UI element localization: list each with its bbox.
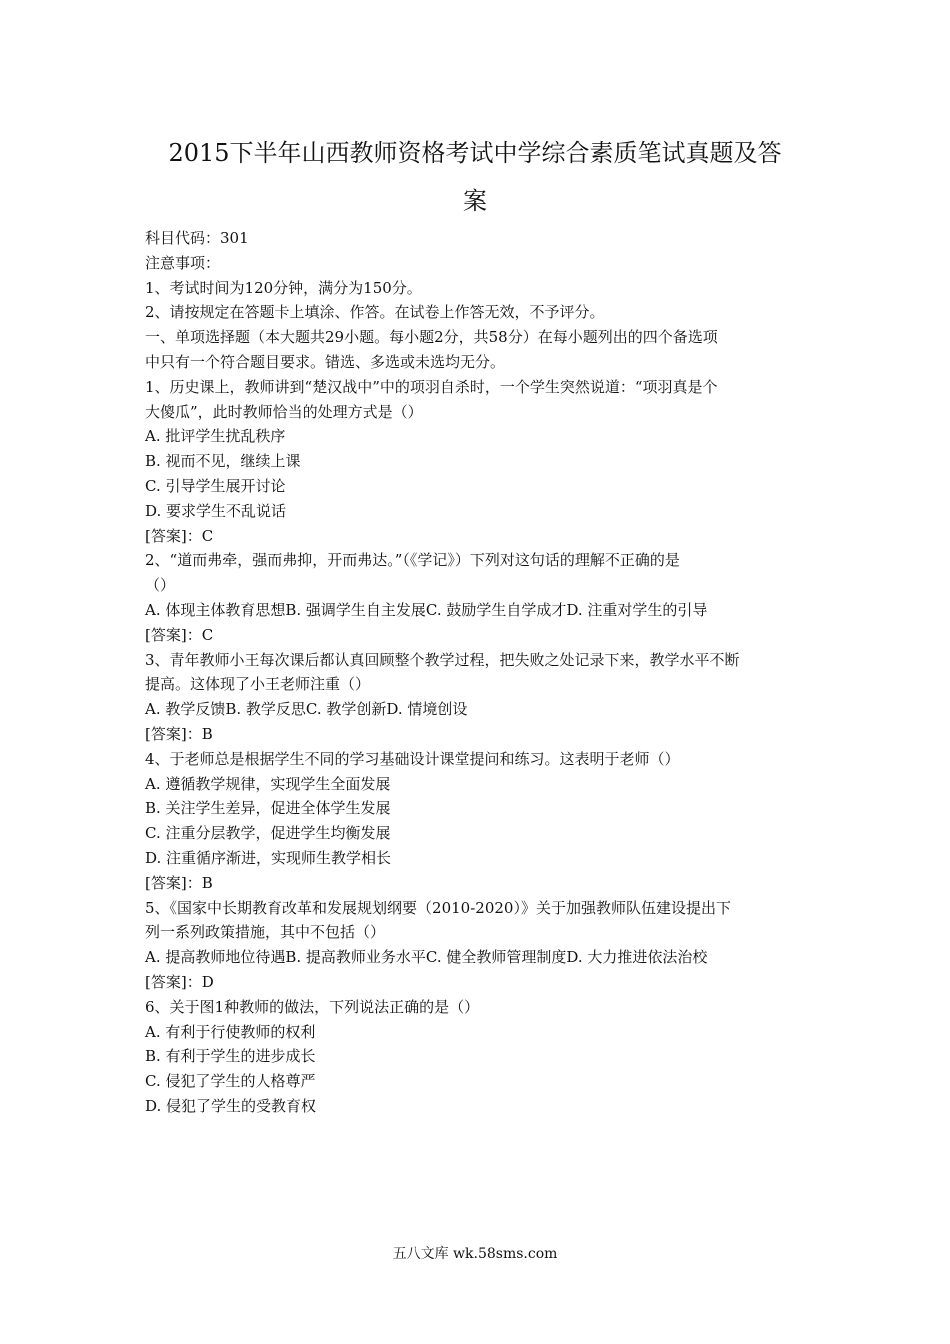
text-line: 一、单项选择题（本大题共29小题。每小题2分，共58分）在每小题列出的四个备选项: [145, 328, 718, 347]
text-line: 提高。这体现了小王老师注重（）: [145, 675, 371, 694]
text-line: A. 遵循教学规律，实现学生全面发展: [145, 774, 391, 793]
text-line: 2、“道而弗牵，强而弗抑，开而弗达。”（《学记》）下列对这句话的理解不正确的是: [145, 551, 680, 570]
text-line: 4、于老师总是根据学生不同的学习基础设计课堂提问和练习。这表明于老师（）: [145, 749, 680, 768]
text-line: D. 注重循序渐进，实现师生教学相长: [145, 848, 392, 867]
text-line: 注意事项：: [145, 253, 221, 272]
text-line: 6、关于图1种教师的做法，下列说法正确的是（）: [145, 997, 480, 1016]
page-footer: 五八文库 wk.58sms.com: [392, 1246, 558, 1262]
text-line: C. 注重分层教学，促进学生均衡发展: [145, 824, 391, 843]
text-line: D. 侵犯了学生的受教育权: [145, 1096, 317, 1115]
document-title-line-2: 案: [463, 187, 487, 215]
text-line: [答案]：B: [145, 724, 213, 743]
text-line: B. 关注学生差异，促进全体学生发展: [145, 799, 391, 818]
text-line: 中只有一个符合题目要求。错选、多选或未选均无分。: [145, 352, 506, 371]
text-line: 1、考试时间为120分钟，满分为150分。: [145, 278, 422, 297]
text-line: 5、《国家中长期教育改革和发展规划纲要（2010-2020）》关于加强教师队伍建设提出下: [145, 898, 731, 917]
document-body: [145, 226, 815, 1119]
text-line: A. 批评学生扰乱秩序: [145, 427, 286, 446]
text-line: B. 视而不见，继续上课: [145, 452, 301, 471]
text-line: 3、青年教师小王每次课后都认真回顾整个教学过程，把失败之处记录下来，教学水平不断: [145, 650, 740, 669]
text-line: D. 要求学生不乱说话: [145, 501, 287, 520]
text-line: [答案]：C: [145, 526, 214, 545]
document-title-line-1: 2015下半年山西教师资格考试中学综合素质笔试真题及答: [168, 139, 782, 167]
text-line: 1、历史课上，教师讲到“楚汉战中”中的项羽自杀时，一个学生突然说道：“项羽真是个: [145, 377, 718, 396]
text-line: [答案]：B: [145, 873, 213, 892]
text-line: 科目代码：301: [145, 229, 249, 247]
text-line: A. 提高教师地位待遇B. 提高教师业务水平C. 健全教师管理制度D. 大力推进依法治校: [145, 948, 708, 967]
text-line: A. 体现主体教育思想B. 强调学生自主发展C. 鼓励学生自学成才D. 注重对学生的引导: [145, 600, 708, 619]
text-line: A. 教学反馈B. 教学反思C. 教学创新D. 情境创设: [145, 700, 468, 719]
text-line: C. 引导学生展开讨论: [145, 476, 286, 495]
text-line: A. 有利于行使教师的权利: [145, 1022, 316, 1041]
text-line: C. 侵犯了学生的人格尊严: [145, 1072, 316, 1091]
text-line: （）: [145, 576, 176, 595]
text-line: 列一系列政策措施，其中不包括（）: [145, 923, 386, 942]
text-line: B. 有利于学生的进步成长: [145, 1047, 316, 1066]
text-line: [答案]：D: [145, 972, 214, 991]
text-line: 大傻瓜”，此时教师恰当的处理方式是（）: [145, 402, 423, 421]
text-line: 2、请按规定在答题卡上填涂、作答。在试卷上作答无效，不予评分。: [145, 303, 605, 322]
text-line: [答案]：C: [145, 625, 214, 644]
